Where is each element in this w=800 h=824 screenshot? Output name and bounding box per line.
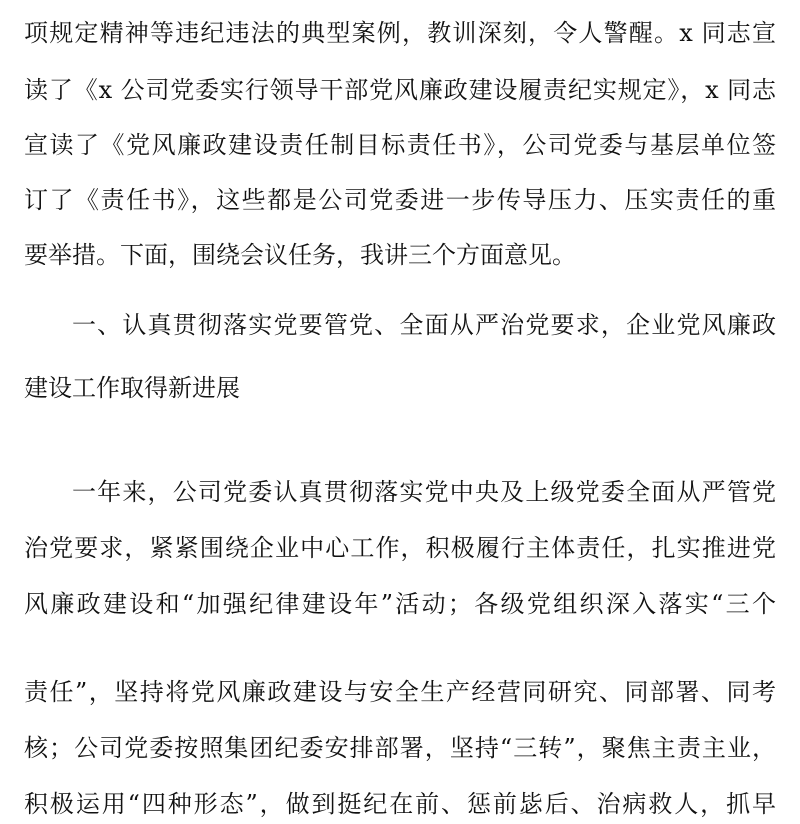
text-line: 一年来，公司党委认真贯彻落实党中央及上级党委全面从严管党 [72,478,776,506]
text-line: 风廉政建设和“加强纪律建设年”活动；各级党组织深入落实“三个 [24,590,776,618]
text-line: 读了《x 公司党委实行领导干部党风廉政建设履责纪实规定》，x 同志 [24,76,776,104]
heading-line: 一、认真贯彻落实党要管党、全面从严治党要求，企业党风廉政 [72,311,776,339]
text-line: 订了《责任书》，这些都是公司党委进一步传导压力、压实责任的重 [24,186,776,214]
text-line: 要举措。下面，围绕会议任务，我讲三个方面意见。 [24,241,576,269]
text-line: 责任”，坚持将党风廉政建设与安全生产经营同研究、同部署、同考 [24,678,776,706]
text-line: 宣读了《党风廉政建设责任制目标责任书》，公司党委与基层单位签 [24,131,776,159]
text-line: 项规定精神等违纪违法的典型案例，教训深刻，令人警醒。x 同志宣 [24,19,776,47]
text-line: 治党要求，紧紧围绕企业中心工作，积极履行主体责任，扎实推进党 [24,534,776,562]
heading-line: 建设工作取得新进展 [24,374,240,402]
text-line: 积极运用“四种形态”，做到挺纪在前、惩前毖后、治病救人，抓早 [24,790,776,818]
text-line: 核；公司党委按照集团纪委安排部署，坚持“三转”，聚焦主责主业， [24,734,776,762]
